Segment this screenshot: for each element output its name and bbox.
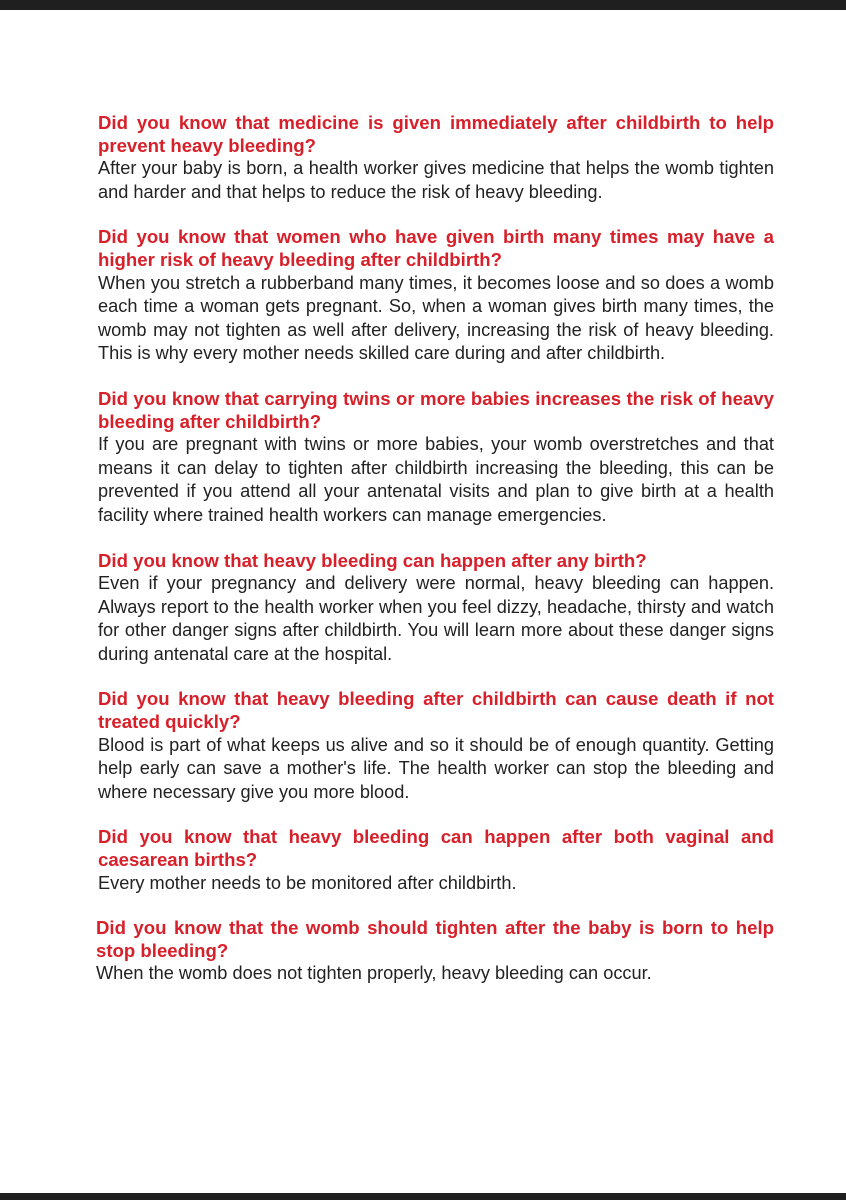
faq-answer: After your baby is born, a health worker gives medicine that helps the womb tighten and harder and that helps to reduce the risk of heavy bleeding. (98, 158, 774, 202)
faq-section-twins (98, 388, 774, 528)
bottom-bar (0, 1193, 846, 1200)
faq-question: Did you know that carrying twins or more babies increases the risk of heavy bleeding after childbirth? (98, 387, 774, 432)
faq-question: Did you know that medicine is given immediately after childbirth to help prevent heavy bleeding? (98, 112, 774, 156)
faq-section-birth-types (98, 826, 774, 895)
faq-question: Did you know that the womb should tighten after the baby is born to help stop bleeding? (96, 917, 774, 961)
faq-question: Did you know that heavy bleeding can happen after any birth? (98, 549, 647, 571)
faq-answer: Every mother needs to be monitored after childbirth. (98, 872, 517, 893)
faq-section-any-birth (98, 550, 774, 667)
faq-section-medicine (98, 112, 774, 204)
faq-answer: When you stretch a rubberband many times, it becomes loose and so does a womb each time a woman gets pregnant. So, when a woman gives birth many times, the womb may not tighten as well after delivery, increasing the risk of heavy bleeding. This is why every mother needs skilled care during and after childbirth. (98, 272, 774, 364)
faq-answer: If you are pregnant with twins or more babies, your womb overstretches and that means it can delay to tighten after childbirth increasing the bleeding, this can be prevented if you attend all your antenatal visits and plan to give birth at a health facility where trained health workers can manage emergencies. (98, 434, 774, 525)
faq-answer: When the womb does not tighten properly, heavy bleeding can occur. (96, 963, 652, 984)
faq-section-many-births (98, 226, 774, 366)
faq-question: Did you know that heavy bleeding can happen after both vaginal and caesarean births? (98, 826, 774, 871)
faq-question: Did you know that heavy bleeding after childbirth can cause death if not treated quickly? (98, 688, 774, 733)
document-body (98, 112, 774, 1008)
faq-question: Did you know that women who have given birth many times may have a higher risk of heavy bleeding after childbirth? (98, 226, 774, 270)
faq-section-womb-tighten (96, 917, 774, 986)
faq-answer: Blood is part of what keeps us alive and so it should be of enough quantity. Getting help early can save a mother's life. The health worker can stop the bleeding and where necessary give you more blood. (98, 734, 774, 802)
faq-answer: Even if your pregnancy and delivery were normal, heavy bleeding can happen. Always report to the health worker when you feel dizzy, headache, thirsty and watch for other danger signs after childbirth. You will learn more about these danger signs during antenatal care at the hospital. (98, 573, 774, 664)
top-bar (0, 0, 846, 10)
faq-section-death-risk (98, 688, 774, 804)
